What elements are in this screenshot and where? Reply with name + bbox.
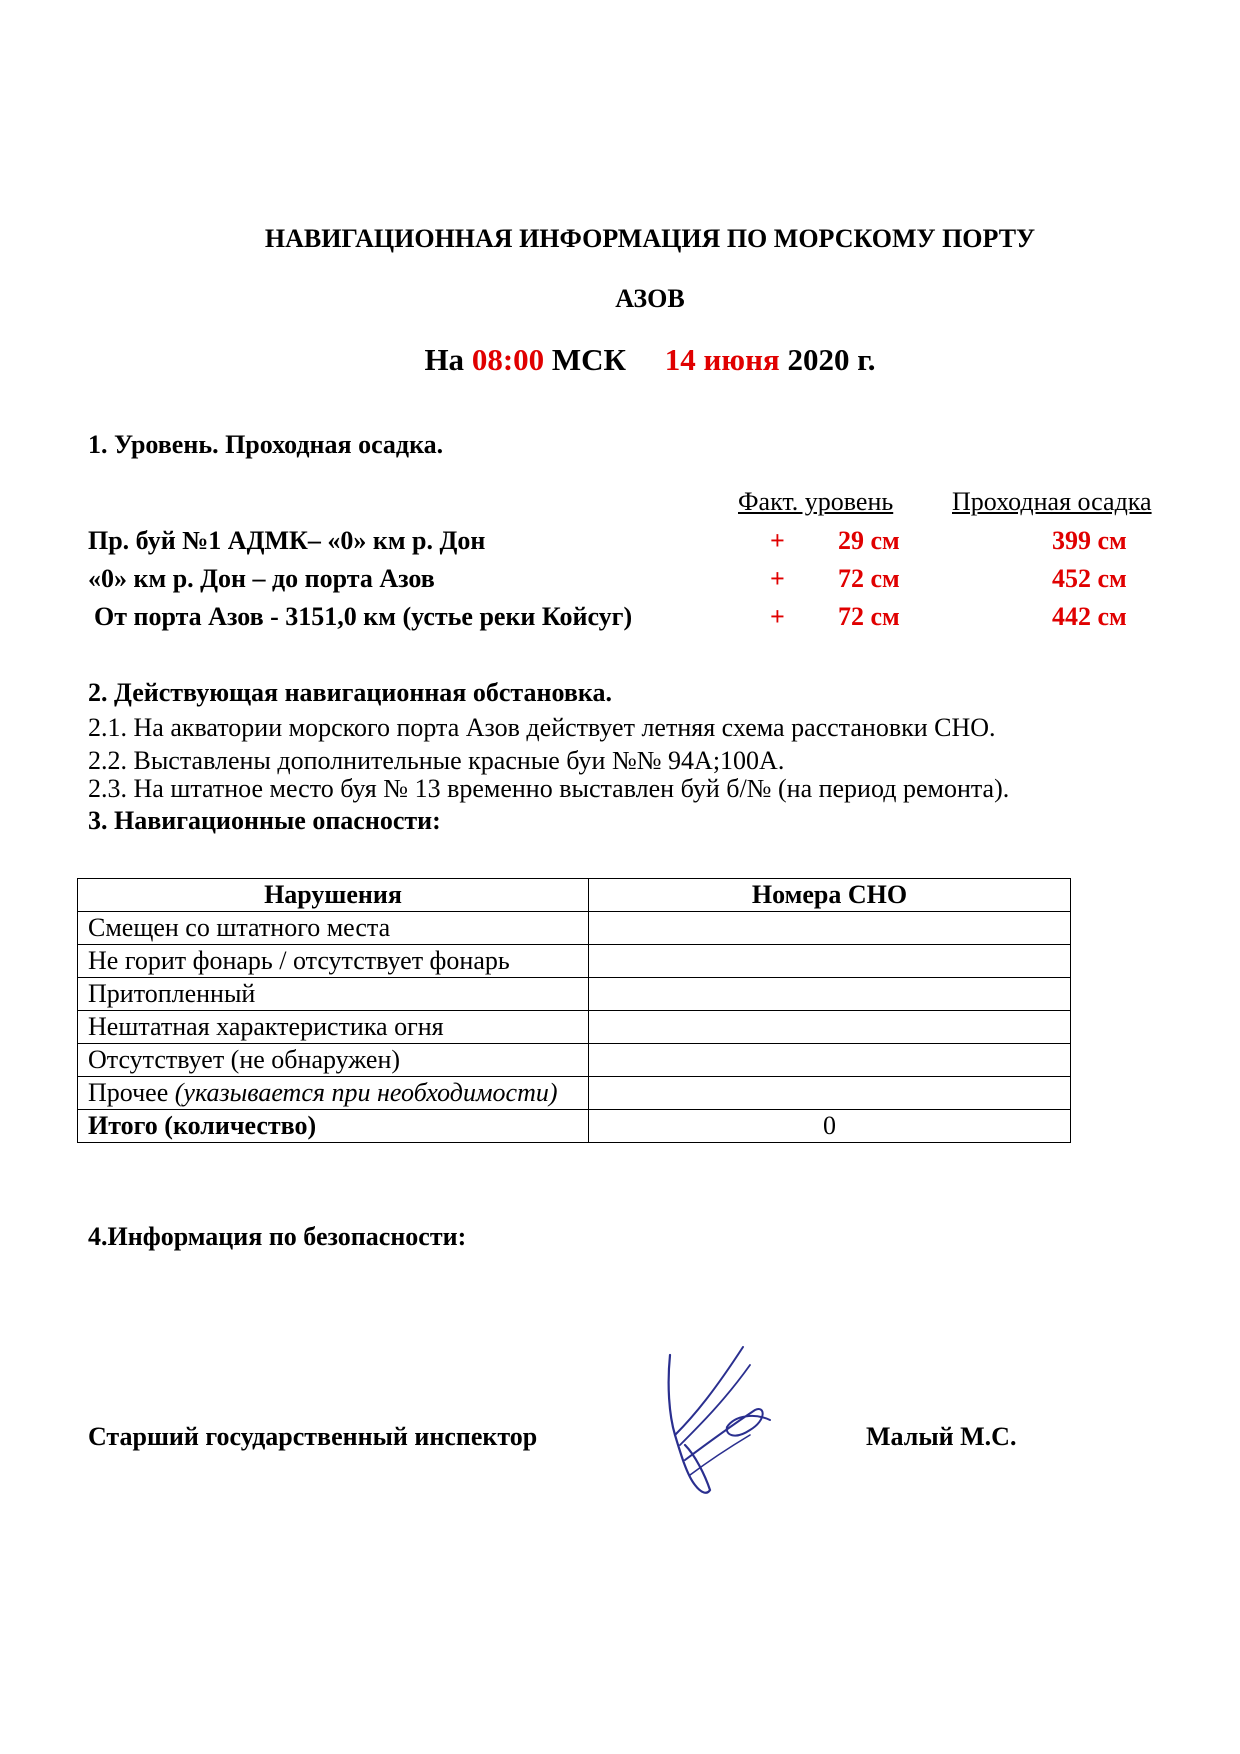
other-label: Прочее xyxy=(88,1078,169,1107)
report-year: 2020 г. xyxy=(787,342,876,377)
sno-numbers-cell xyxy=(589,945,1071,978)
level-row-draft: 442 см xyxy=(1052,602,1127,631)
col-header-level: Факт. уровень xyxy=(738,487,894,516)
level-row-draft: 452 см xyxy=(1052,564,1127,593)
level-row-level: 72 см xyxy=(838,602,900,631)
col-header-sno-numbers: Номера СНО xyxy=(589,879,1071,912)
violation-label-other xyxy=(78,1077,589,1110)
table-row xyxy=(78,912,1071,945)
table-total-row xyxy=(78,1110,1071,1143)
nav-situation-item: 2.3. На штатное место буя № 13 временно выставлен буй б/№ (на период ремонта). xyxy=(88,774,1010,803)
section2-title: 2. Действующая навигационная обстановка. xyxy=(88,678,612,707)
col-header-violations: Нарушения xyxy=(78,879,589,912)
signatory-position: Старший государственный инспектор xyxy=(88,1422,538,1451)
signatory-name: Малый М.С. xyxy=(866,1422,1017,1451)
port-name: АЗОВ xyxy=(615,284,685,313)
report-datetime xyxy=(0,342,1240,378)
other-note: (указывается при необходимости) xyxy=(174,1078,558,1107)
level-row-label: От порта Азов - 3151,0 км (устье реки Койсуг) xyxy=(94,602,633,631)
sno-numbers-cell xyxy=(589,912,1071,945)
level-row-label: Пр. буй №1 АДМК– «0» км р. Дон xyxy=(88,526,486,555)
signature-icon xyxy=(655,1335,790,1505)
violation-label: Притопленный xyxy=(78,978,589,1011)
nav-situation-item: 2.2. Выставлены дополнительные красные буи №№ 94А;100А. xyxy=(88,746,785,775)
sno-numbers-cell xyxy=(589,1044,1071,1077)
sno-numbers-cell xyxy=(589,1077,1071,1110)
total-label: Итого (количество) xyxy=(78,1110,589,1143)
handwritten-signature xyxy=(655,1335,790,1510)
level-row-label: «0» км р. Дон – до порта Азов xyxy=(88,564,435,593)
section1-title: 1. Уровень. Проходная осадка. xyxy=(88,430,444,459)
violation-label: Нештатная характеристика огня xyxy=(78,1011,589,1044)
date-prefix: На xyxy=(424,342,465,377)
report-date: 14 июня xyxy=(664,342,780,377)
table-row xyxy=(78,978,1071,1011)
section3-title: 3. Навигационные опасности: xyxy=(88,806,441,835)
table-row xyxy=(78,1044,1071,1077)
violation-label: Отсутствует (не обнаружен) xyxy=(78,1044,589,1077)
violation-label: Не горит фонарь / отсутствует фонарь xyxy=(78,945,589,978)
table-header-row xyxy=(78,879,1071,912)
level-row-sign: + xyxy=(770,564,785,593)
sno-numbers-cell xyxy=(589,1011,1071,1044)
report-time: 08:00 xyxy=(471,342,545,377)
sno-numbers-cell xyxy=(589,978,1071,1011)
violation-label: Смещен со штатного места xyxy=(78,912,589,945)
total-value: 0 xyxy=(589,1110,1071,1143)
time-zone: МСК xyxy=(551,342,627,377)
col-header-draft: Проходная осадка xyxy=(952,487,1152,516)
level-row-level: 29 см xyxy=(838,526,900,555)
table-row xyxy=(78,1077,1071,1110)
level-row-sign: + xyxy=(770,526,785,555)
section4-title: 4.Информация по безопасности: xyxy=(88,1222,467,1251)
document-title: НАВИГАЦИОННАЯ ИНФОРМАЦИЯ ПО МОРСКОМУ ПОРТУ xyxy=(264,224,1036,253)
table-row xyxy=(78,1011,1071,1044)
level-row-draft: 399 см xyxy=(1052,526,1127,555)
level-row-sign: + xyxy=(770,602,785,631)
hazards-table xyxy=(77,878,1071,1143)
table-row xyxy=(78,945,1071,978)
nav-situation-item: 2.1. На акватории морского порта Азов действует летняя схема расстановки СНО. xyxy=(88,713,996,742)
level-row-level: 72 см xyxy=(838,564,900,593)
